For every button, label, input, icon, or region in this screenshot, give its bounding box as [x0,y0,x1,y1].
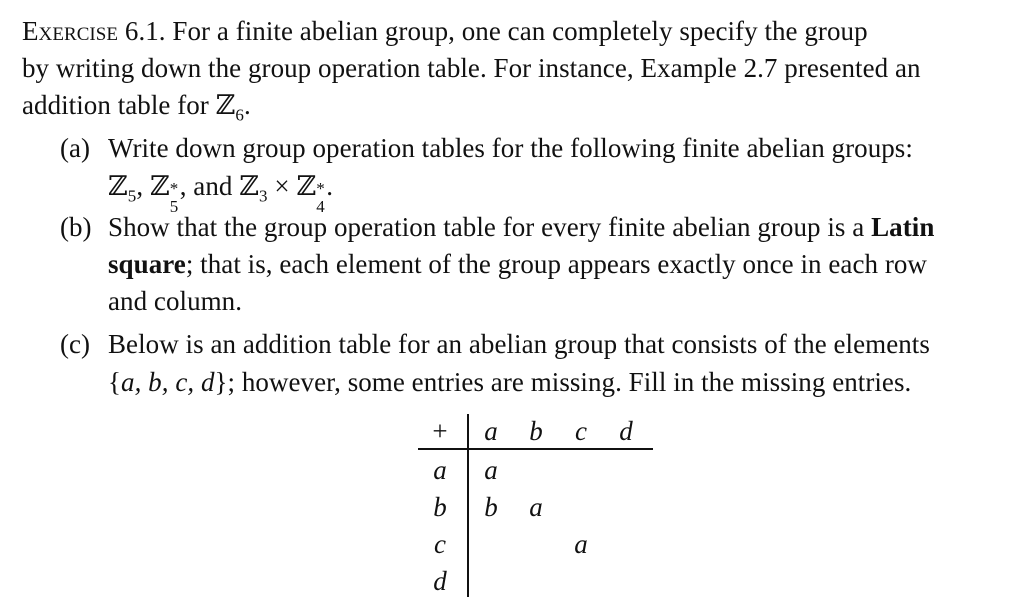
table-col-header: a [484,416,498,446]
table-cell: a [484,455,498,485]
table-col-header: c [575,416,587,446]
part-c-label: (c) [60,329,90,359]
exercise-intro-line-1 [22,13,868,49]
group-z5-star: ℤ * 5 [149,171,179,216]
part-b-line-2 [108,246,927,282]
z4star-symbol: ℤ [296,171,317,201]
table-col-header: d [619,416,633,446]
table-col-header: b [529,416,543,446]
z3-subscript: 3 [259,186,268,206]
part-a-period: . [326,171,334,201]
part-c-line-2 [108,364,911,400]
part-a-label: (a) [60,133,90,163]
exercise-label: Exercise [22,16,119,46]
part-a-line-1 [108,130,913,166]
addition-table [418,410,658,600]
part-b-label: (b) [60,212,92,242]
table-cell: b [484,492,498,522]
exercise-intro-text-1: For a finite abelian group, one can completely specify the group [172,16,868,46]
table-row-header: a [433,455,447,485]
part-b-text-1: Show that the group operation table for every finite abelian group is a [108,212,872,242]
table-cell: a [529,492,543,522]
set-open-brace: { [108,367,122,397]
group-z4-star: ℤ * 4 [296,171,325,216]
group-z3 [239,171,268,206]
latin-term: Latin [871,212,935,242]
set-close-brace: } [214,367,228,397]
part-c-text-1: Below is an addition table for an abelian group that consists of the elements [108,329,930,359]
times-symbol: × [267,171,297,201]
exercise-intro-text-2: by writing down the group operation table. For instance, Example 2.7 presented an [22,53,921,83]
exercise-intro-line-3 [22,87,251,123]
part-a-sep-2: , and [179,171,240,201]
z5-subscript: 5 [127,186,137,206]
part-c-text-2: ; however, some entries are missing. Fill in the missing entries. [227,367,912,397]
part-a-line-2 [108,168,334,216]
group-z5 [108,171,137,206]
exercise-intro-line-2 [22,50,921,86]
table-cell: a [574,529,588,559]
part-a-sep-1: , [136,171,150,201]
exercise-intro-text-3: addition table for ℤ [22,90,236,120]
part-b-text-3: and column. [108,286,243,316]
table-row-header: b [433,492,447,522]
element-set [108,367,228,397]
table-corner-plus: + [432,416,448,446]
table-row-header: c [434,529,446,559]
exercise-number: 6.1. [124,16,166,46]
square-term: square [108,249,186,279]
table-row-header: d [433,566,447,596]
intro-period: . [243,90,251,120]
part-a-text-1: Write down group operation tables for the following finite abelian groups: [108,133,913,163]
part-c-line-1 [108,326,930,362]
part-b-line-1 [108,209,934,245]
z3-symbol: ℤ [239,171,260,201]
z6-subscript: 6 [235,105,244,125]
z5-symbol: ℤ [108,171,128,201]
part-b-text-2: ; that is, each element of the group appears exactly once in each row [185,249,927,279]
z5star-symbol: ℤ [149,171,170,201]
set-elements: a, b, c, d [121,367,215,397]
part-b-line-3 [108,283,242,319]
